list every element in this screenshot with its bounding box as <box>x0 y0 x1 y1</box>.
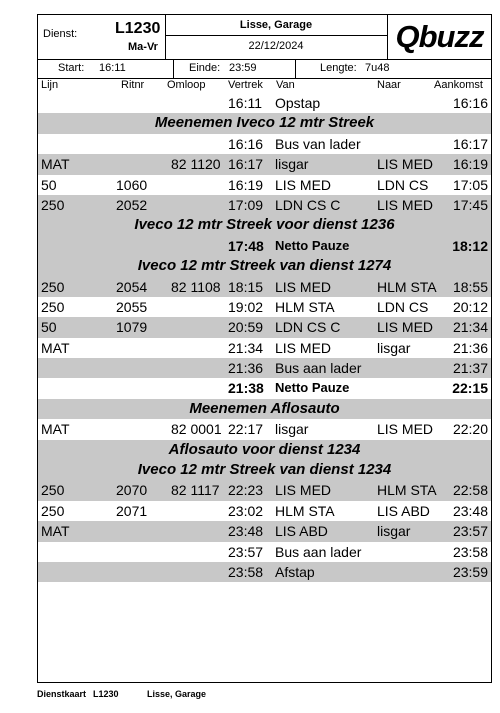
cell-vertrek: 22:23 <box>228 482 264 499</box>
table-row <box>38 501 491 521</box>
cell-aankomst: 17:05 <box>452 176 488 193</box>
cell-aankomst: 17:45 <box>452 196 488 213</box>
cell-van: LIS ABD <box>275 523 328 540</box>
cell-aankomst: 16:16 <box>452 95 488 111</box>
length-value: 7u48 <box>365 62 390 74</box>
cell-naar: LDN CS <box>377 298 429 315</box>
cell-omloop: 82 1117 <box>171 482 220 499</box>
cell-ritnr: 2070 <box>116 482 148 499</box>
cell-vertrek: 21:36 <box>228 360 264 377</box>
col-van: Van <box>276 79 295 91</box>
cell-aankomst: 18:55 <box>452 278 488 295</box>
section-title: Iveco 12 mtr Streek van dienst 1234 <box>137 461 392 479</box>
dienst-days: Ma-Vr <box>128 41 158 53</box>
table-row <box>38 277 491 297</box>
cell-van: HLM STA <box>275 502 335 519</box>
cell-ritnr: 2054 <box>116 278 148 295</box>
cell-vertrek: 17:09 <box>228 196 264 213</box>
cell-aankomst: 16:19 <box>452 156 488 173</box>
cell-ritnr: 1079 <box>116 319 148 336</box>
qbuzz-logo: Qbuzz <box>395 19 484 54</box>
cell-aankomst: 16:17 <box>452 135 488 152</box>
cell-omloop: 82 1120 <box>171 156 221 173</box>
dienstkaart <box>37 14 492 683</box>
cell-van: Bus van lader <box>275 135 361 152</box>
cell-omloop: 82 1108 <box>171 278 221 295</box>
cell-vertrek: 23:48 <box>228 523 264 540</box>
cell-van: Afstap <box>275 563 315 580</box>
cell-ritnr: 2071 <box>116 502 148 519</box>
divider <box>173 59 174 78</box>
section-header <box>38 256 491 276</box>
section-title: Iveco 12 mtr Streek voor dienst 1236 <box>134 216 395 234</box>
cell-van: LDN CS C <box>275 319 341 336</box>
cell-naar: HLM STA <box>377 482 437 499</box>
cell-vertrek: 18:15 <box>228 278 264 295</box>
cell-vertrek: 17:48 <box>228 237 264 254</box>
cell-vertrek: 23:02 <box>228 502 264 519</box>
cell-lijn: 250 <box>41 482 65 499</box>
section-header <box>38 113 491 133</box>
cell-naar: HLM STA <box>377 278 437 295</box>
table-row <box>38 317 491 337</box>
table-row <box>38 480 491 500</box>
cell-lijn: MAT <box>41 421 70 438</box>
cell-aankomst: 23:48 <box>452 502 488 519</box>
col-naar: Naar <box>377 79 401 91</box>
cell-aankomst: 21:37 <box>452 360 488 377</box>
cell-aankomst: 23:57 <box>452 523 488 540</box>
pause-row <box>38 236 491 256</box>
cell-lijn: 250 <box>41 298 65 315</box>
cell-van: lisgar <box>275 156 309 173</box>
cell-naar: LDN CS <box>377 176 429 193</box>
cell-vertrek: 21:34 <box>228 339 264 356</box>
col-aankomst: Aankomst <box>434 79 483 91</box>
cell-van: LDN CS C <box>275 196 341 213</box>
cell-vertrek: 23:58 <box>228 563 264 580</box>
cell-aankomst: 21:36 <box>452 339 488 356</box>
dienst-number: L1230 <box>115 20 161 37</box>
cell-lijn: 250 <box>41 196 65 213</box>
start-label: Start: <box>58 62 85 74</box>
table-row <box>38 542 491 562</box>
location-cell <box>165 15 388 59</box>
cell-aankomst: 18:12 <box>452 237 488 254</box>
start-time: 16:11 <box>99 62 126 74</box>
table-row <box>38 195 491 215</box>
schedule-table <box>38 93 491 582</box>
cell-van: LIS MED <box>275 482 332 499</box>
dienst-cell <box>38 15 166 59</box>
divider <box>165 35 387 36</box>
table-row <box>38 521 491 541</box>
cell-van: LIS MED <box>275 176 332 193</box>
header <box>38 15 491 60</box>
cell-vertrek: 16:17 <box>228 156 264 173</box>
cell-van: lisgar <box>275 421 309 438</box>
cell-vertrek: 16:11 <box>228 95 262 111</box>
table-row <box>38 297 491 317</box>
table-row <box>38 338 491 358</box>
cell-van: Bus aan lader <box>275 543 362 560</box>
cell-naar: lisgar <box>377 339 411 356</box>
section-title: Iveco 12 mtr Streek van dienst 1274 <box>137 257 392 275</box>
footer-dienst: L1230 <box>93 689 119 699</box>
pause-row <box>38 378 491 398</box>
cell-vertrek: 21:38 <box>228 380 264 397</box>
length-label: Lengte: <box>320 62 357 74</box>
table-row <box>38 358 491 378</box>
cell-ritnr: 2052 <box>116 196 148 213</box>
cell-omloop: 82 0001 <box>171 421 222 438</box>
cell-van: LIS MED <box>275 339 332 356</box>
table-row <box>38 93 491 113</box>
table-row <box>38 419 491 439</box>
cell-lijn: 250 <box>41 278 65 295</box>
table-row <box>38 134 491 154</box>
cell-ritnr: 1060 <box>116 176 148 193</box>
cell-lijn: MAT <box>41 523 70 540</box>
section-header <box>38 399 491 419</box>
cell-aankomst: 21:34 <box>452 319 488 336</box>
location: Lisse, Garage <box>239 19 313 31</box>
cell-naar: LIS ABD <box>377 502 430 519</box>
cell-aankomst: 22:15 <box>452 380 488 397</box>
cell-lijn: 250 <box>41 502 65 519</box>
section-title: Meenemen Aflosauto <box>189 399 340 417</box>
table-row <box>38 154 491 174</box>
cell-ritnr: 2055 <box>116 298 148 315</box>
section-header <box>38 460 491 480</box>
cell-vertrek: 16:19 <box>228 176 264 193</box>
cell-lijn: MAT <box>41 156 70 173</box>
end-time: 23:59 <box>229 62 257 74</box>
footer-label: Dienstkaart <box>37 689 87 699</box>
col-vertrek: Vertrek <box>228 79 263 91</box>
cell-vertrek: 23:57 <box>228 543 264 560</box>
cell-aankomst: 23:59 <box>452 563 488 580</box>
column-headers <box>38 79 491 92</box>
section-header <box>38 215 491 235</box>
cell-lijn: 50 <box>41 176 57 193</box>
dienst-label: Dienst: <box>43 28 78 40</box>
cell-vertrek: 19:02 <box>228 298 264 315</box>
col-omloop: Omloop <box>167 79 206 91</box>
table-row <box>38 562 491 582</box>
cell-aankomst: 23:58 <box>452 543 488 560</box>
cell-van: Netto Pauze <box>275 237 350 253</box>
cell-naar: LIS MED <box>377 156 434 173</box>
date: 22/12/2024 <box>248 40 304 52</box>
cell-aankomst: 22:20 <box>452 421 488 438</box>
col-lijn: Lijn <box>41 79 59 91</box>
cell-van: LIS MED <box>275 278 332 295</box>
footer-location: Lisse, Garage <box>147 689 207 699</box>
cell-aankomst: 20:12 <box>452 298 488 315</box>
col-ritnr: Ritnr <box>121 79 145 91</box>
section-header <box>38 440 491 460</box>
cell-vertrek: 22:17 <box>228 421 264 438</box>
cell-naar: LIS MED <box>377 319 434 336</box>
cell-lijn: MAT <box>41 339 70 356</box>
cell-van: Bus aan lader <box>275 360 362 377</box>
end-label: Einde: <box>189 62 221 74</box>
cell-van: Netto Pauze <box>275 380 350 396</box>
cell-lijn: 50 <box>41 319 57 336</box>
cell-naar: LIS MED <box>377 196 434 213</box>
table-row <box>38 175 491 195</box>
cell-naar: LIS MED <box>377 421 434 438</box>
divider <box>295 59 296 78</box>
shift-info <box>38 59 491 79</box>
cell-naar: lisgar <box>377 523 411 540</box>
cell-van: HLM STA <box>275 298 335 315</box>
cell-vertrek: 20:59 <box>228 319 264 336</box>
section-title: Meenemen Iveco 12 mtr Streek <box>154 114 375 132</box>
cell-vertrek: 16:16 <box>228 135 264 152</box>
cell-van: Opstap <box>275 95 321 111</box>
cell-aankomst: 22:58 <box>452 482 488 499</box>
section-title: Aflosauto voor dienst 1234 <box>168 440 361 458</box>
